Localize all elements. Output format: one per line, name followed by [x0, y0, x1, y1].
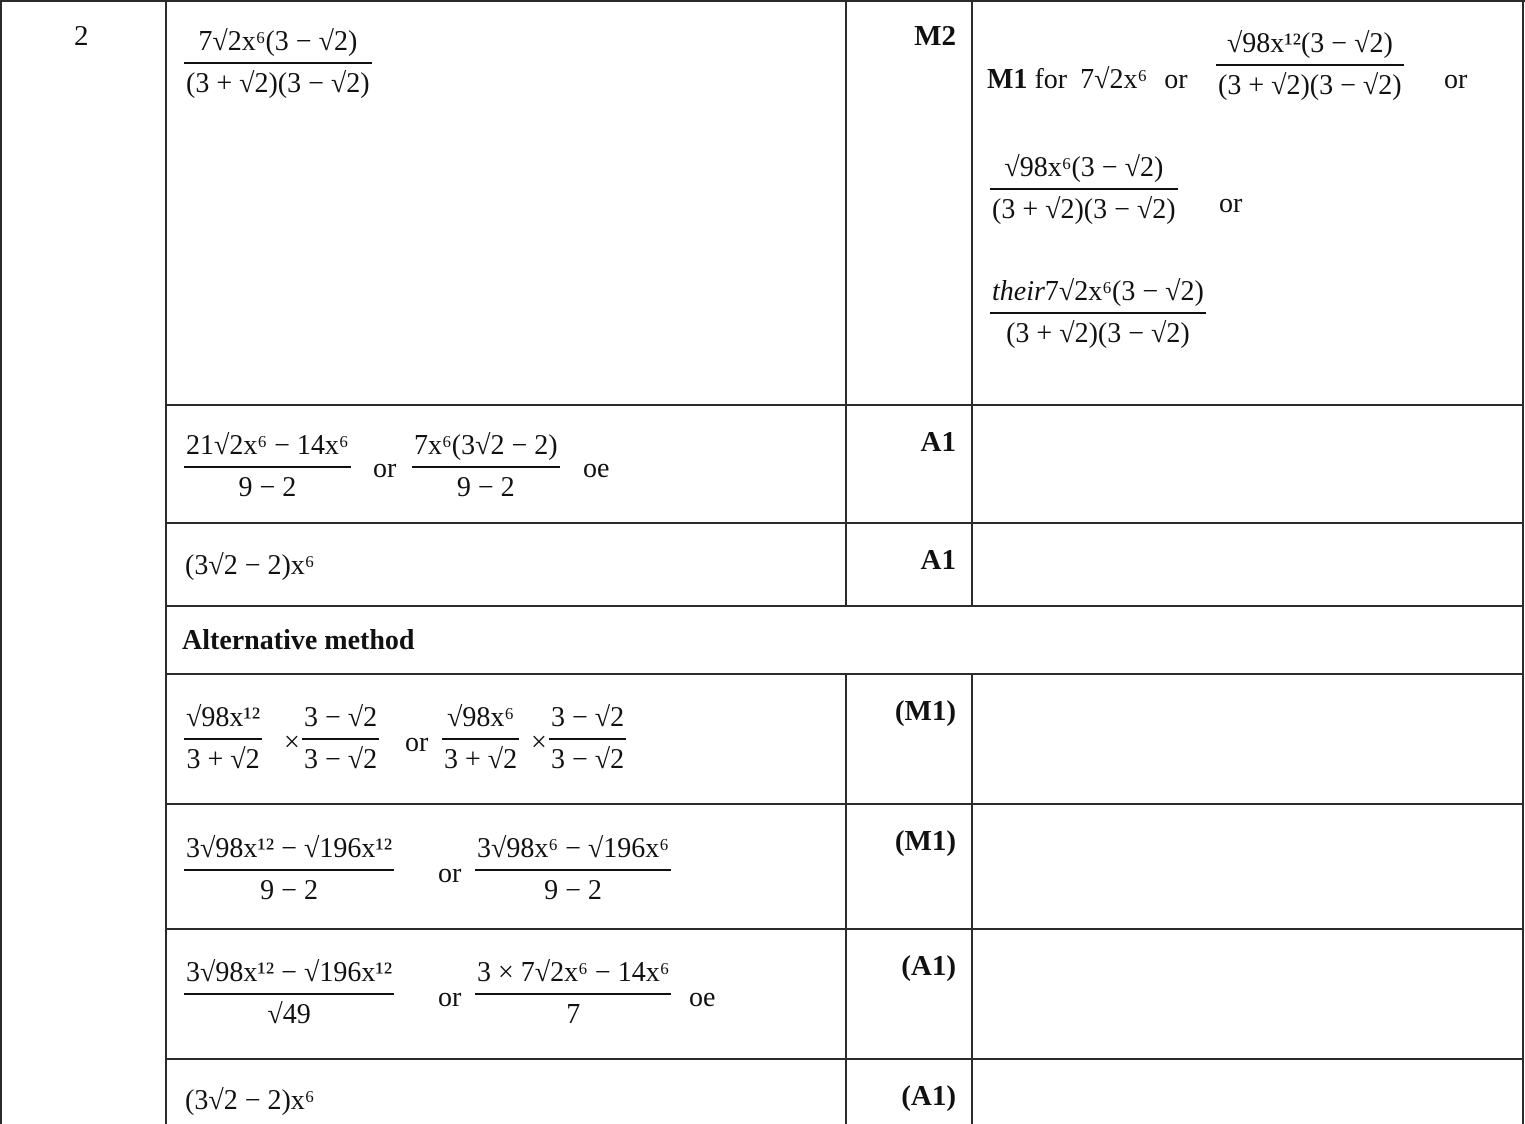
row-divider-4	[165, 673, 1524, 675]
row4-frac-a	[184, 704, 262, 774]
row-divider-1	[165, 404, 1524, 406]
fraction-bar	[184, 466, 351, 468]
fraction-bar	[184, 62, 372, 64]
table-border-mark-left-2	[845, 674, 847, 1124]
row-divider-6	[165, 928, 1524, 930]
their-label: their	[992, 276, 1045, 307]
row5-frac1-num: 3√98x¹² − √196x¹²	[186, 833, 393, 864]
row4-times-2: ×	[531, 727, 547, 758]
table-border-guidance-left-2	[971, 674, 973, 1124]
row3-mark: A1	[920, 544, 956, 576]
row5-or: or	[438, 858, 462, 889]
row2-frac2-num: 7x⁶(3√2 − 2)	[414, 430, 558, 461]
row6-frac1-den: √49	[267, 998, 311, 1030]
row2-oe: oe	[583, 453, 610, 484]
row4-c-num: √98x⁶	[447, 702, 515, 733]
row1-guidance-or-2: or	[1444, 64, 1468, 95]
row4-frac-b	[302, 704, 379, 774]
fraction-bar	[1216, 64, 1404, 66]
row1-working-fraction	[184, 28, 372, 98]
row1-guidance-fraction-4	[990, 278, 1206, 348]
or-text: or	[1164, 64, 1188, 95]
row1-working-numerator: 7√2x⁶(3 − √2)	[198, 26, 358, 57]
row4-d-num: 3 − √2	[551, 702, 625, 733]
table-border-right	[1522, 0, 1524, 1124]
row5-frac1-den: 9 − 2	[260, 874, 318, 906]
table-border-mark-left	[845, 0, 847, 606]
for-text: for	[1034, 64, 1068, 95]
row4-mark: (M1)	[894, 695, 956, 727]
row2-mark: A1	[920, 426, 956, 458]
row5-fraction-1	[184, 835, 394, 905]
fraction-bar	[184, 869, 394, 871]
row-divider-2	[165, 522, 1524, 524]
guidance-frac3-den: (3 + √2)(3 − √2)	[992, 193, 1176, 225]
row5-frac2-den: 9 − 2	[544, 874, 602, 906]
row6-fraction-2	[475, 959, 671, 1029]
row4-b-den: 3 − √2	[304, 743, 378, 775]
guidance-frac4-den: (3 + √2)(3 − √2)	[1006, 317, 1190, 349]
guidance-frac4-num	[990, 278, 1206, 306]
row5-mark: (M1)	[894, 825, 956, 857]
row1-guidance-m1	[987, 66, 1188, 94]
row5-frac2-num: 3√98x⁶ − √196x⁶	[477, 833, 670, 864]
guidance-frac2-den: (3 + √2)(3 − √2)	[1218, 69, 1402, 101]
guidance-frac4-num-expr: 7√2x⁶(3 − √2)	[1044, 276, 1204, 307]
guidance-expr1: 7√2x⁶	[1080, 64, 1148, 95]
table-border-guidance-left	[971, 0, 973, 606]
table-border-left	[0, 0, 2, 1124]
row3-working-expr: (3√2 − 2)x⁶	[185, 550, 315, 581]
row-divider-3	[165, 605, 1524, 607]
row4-b-num: 3 − √2	[304, 702, 378, 733]
row6-frac2-num: 3 × 7√2x⁶ − 14x⁶	[477, 957, 670, 988]
row-divider-7	[165, 1058, 1524, 1060]
row5-fraction-2	[475, 835, 671, 905]
row1-guidance-fraction-3	[990, 154, 1178, 224]
fraction-bar	[302, 738, 379, 740]
table-border-top	[0, 0, 1525, 2]
fraction-bar	[442, 738, 519, 740]
row6-oe: oe	[689, 982, 716, 1013]
row6-frac1-num: 3√98x¹² − √196x¹²	[186, 957, 393, 988]
row2-or: or	[373, 453, 397, 484]
row4-frac-c	[442, 704, 519, 774]
table-border-qnum	[165, 0, 167, 1124]
fraction-bar	[990, 312, 1206, 314]
fraction-bar	[184, 738, 262, 740]
guidance-frac3-num: √98x⁶(3 − √2)	[1004, 152, 1164, 183]
row7-working-expr: (3√2 − 2)x⁶	[185, 1085, 315, 1116]
row-divider-5	[165, 803, 1524, 805]
row1-guidance-fraction-2	[1216, 30, 1404, 100]
guidance-frac2-num: √98x¹²(3 − √2)	[1226, 28, 1393, 59]
row4-times-1: ×	[284, 727, 300, 758]
m1-label: M1	[987, 64, 1028, 95]
row6-or: or	[438, 982, 462, 1013]
row2-working-fraction-1	[184, 432, 351, 502]
row1-guidance-or-3: or	[1219, 188, 1243, 219]
row4-c-den: 3 + √2	[444, 743, 518, 775]
fraction-bar	[549, 738, 626, 740]
row2-frac2-den: 9 − 2	[456, 471, 515, 503]
row4-or: or	[405, 727, 429, 758]
row4-a-num: √98x¹²	[186, 702, 261, 733]
row4-a-den: 3 + √2	[186, 743, 260, 775]
question-number: 2	[74, 20, 89, 52]
row6-fraction-1	[184, 959, 394, 1029]
fraction-bar	[475, 993, 671, 995]
row2-frac1-den: 9 − 2	[238, 471, 297, 503]
fraction-bar	[990, 188, 1178, 190]
row1-working-denominator: (3 + √2)(3 − √2)	[186, 67, 370, 99]
row7-mark: (A1)	[901, 1080, 956, 1112]
row4-frac-d	[549, 704, 626, 774]
row2-working-fraction-2	[412, 432, 560, 502]
row6-frac2-den: 7	[566, 998, 581, 1030]
fraction-bar	[184, 993, 394, 995]
row4-d-den: 3 − √2	[551, 743, 625, 775]
row1-mark: M2	[914, 20, 956, 52]
alternative-method-heading: Alternative method	[182, 625, 415, 656]
fraction-bar	[412, 466, 560, 468]
row2-frac1-num: 21√2x⁶ − 14x⁶	[186, 430, 349, 461]
row6-mark: (A1)	[901, 950, 956, 982]
fraction-bar	[475, 869, 671, 871]
